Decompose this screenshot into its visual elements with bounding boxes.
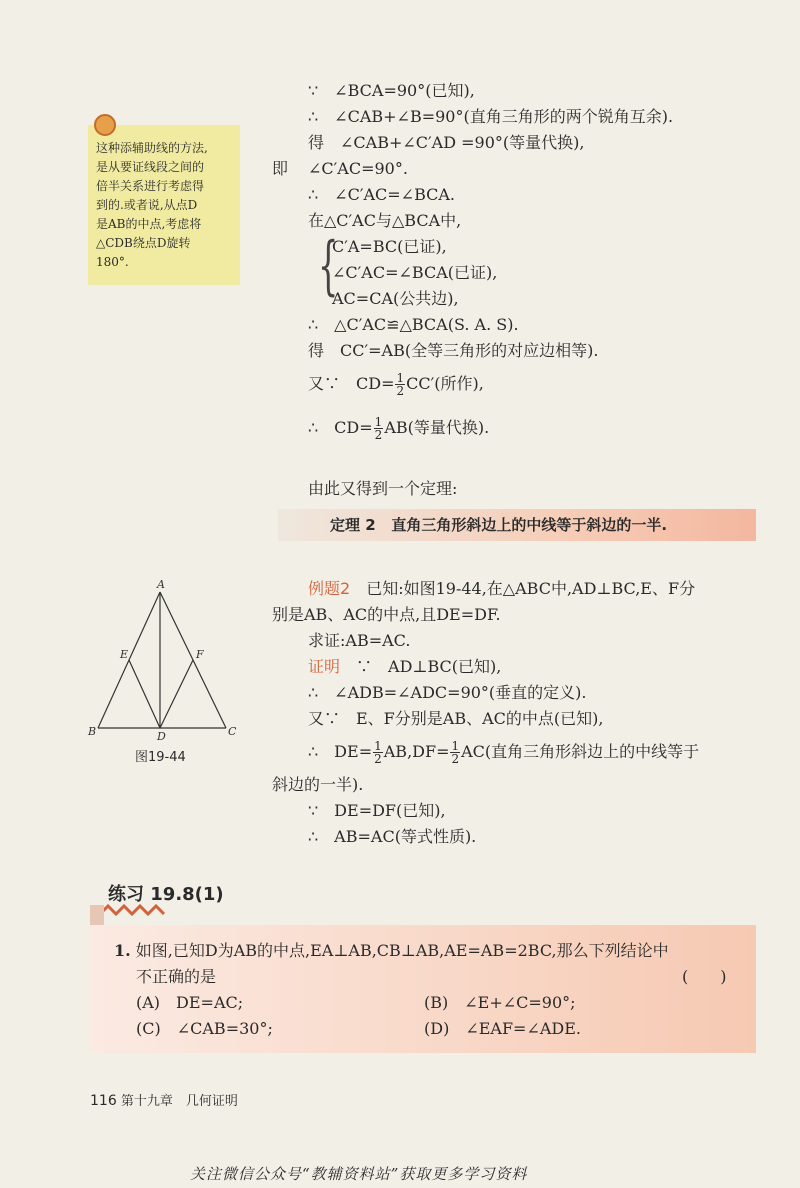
example-line: ∴ DE= $\frac{1}{2}$ AB,DF= $\frac{1}{2}$ AC(直角三角形斜边上的中线等于 <box>308 739 700 766</box>
question-1: 1. 如图,已知D为AB的中点,EA⊥AB,CB⊥AB,AE=AB=2BC,那么下列结论中 <box>114 941 669 960</box>
vertex-label-f: F <box>196 648 204 661</box>
proof-line: 又∵ CD= $\frac{1}{2}$ CC′(所作), <box>308 371 484 398</box>
example-line: 斜边的一半). <box>272 775 364 794</box>
answer-blank: ( ) <box>682 967 727 986</box>
note-bulb-icon <box>94 114 116 136</box>
proof-line: ∴ ∠CAB+∠B=90°(直角三角形的两个锐角互余). <box>308 107 674 126</box>
option-b: (B) ∠E+∠C=90°; <box>424 993 576 1012</box>
option-a: (A) DE=AC; <box>136 993 244 1012</box>
theorem-text: 直角三角形斜边上的中线等于斜边的一半. <box>391 516 668 534</box>
segment-df <box>160 660 193 728</box>
proof-line: AC=CA(公共边), <box>332 289 459 308</box>
proof-line: 得 ∠CAB+∠C′AD =90°(等量代换), <box>308 133 585 152</box>
proof-line: C′A=BC(已证), <box>332 237 447 256</box>
example-line: 又∵ E、F分别是AB、AC的中点(已知), <box>308 709 604 728</box>
page-footer <box>90 1090 238 1109</box>
example-line: 求证:AB=AC. <box>308 631 411 650</box>
proof-line: ∴ CD= $\frac{1}{2}$ AB(等量代换). <box>308 415 490 442</box>
vertex-label-c: C <box>228 725 237 738</box>
watermark: 关注微信公众号“教辅资料站”获取更多学习资料 <box>190 1165 528 1183</box>
chapter-title: 第十九章 几何证明 <box>120 1094 238 1109</box>
proof-line-prefix: 即 <box>272 159 289 178</box>
intro-text: 由此又得到一个定理: <box>308 479 458 498</box>
example-line: 别是AB、AC的中点,且DE=DF. <box>272 605 501 624</box>
fraction: $\frac{1}{2}$ <box>374 739 382 766</box>
vertex-label-b: B <box>88 725 97 738</box>
figure-19-44 <box>80 578 250 744</box>
margin-note: 这种添辅助线的方法, 是从要证线段之间的 倍半关系进行考虑得 到的.或者说,从点D 是AB的中点,考虑将 △CDB绕点D旋转 180°. <box>88 125 240 285</box>
example-line: ∴ AB=AC(等式性质). <box>308 827 477 846</box>
question-text: 不正确的是 <box>136 967 217 986</box>
vertex-label-a: A <box>157 578 165 591</box>
proof-line: ∴ △C′AC≌△BCA(S. A. S). <box>308 315 519 334</box>
segment-de <box>129 660 160 728</box>
proof-line: ∵ ∠BCA=90°(已知), <box>308 81 475 100</box>
fraction: $\frac{1}{2}$ <box>374 415 383 442</box>
example-label: 例题2 <box>308 579 351 598</box>
proof-line: ∠C′AC=∠BCA(已证), <box>332 263 498 282</box>
fraction: $\frac{1}{2}$ <box>451 739 460 766</box>
theorem-label: 定理 2 <box>330 516 376 534</box>
option-d: (D) ∠EAF=∠ADE. <box>424 1019 582 1038</box>
example-line: ∴ ∠ADB=∠ADC=90°(垂直的定义). <box>308 683 587 702</box>
proof-line: ∴ ∠C′AC=∠BCA. <box>308 185 456 204</box>
vertex-label-e: E <box>120 648 129 661</box>
proof-line: 得 CC′=AB(全等三角形的对应边相等). <box>308 341 599 360</box>
brace-symbol: { <box>318 229 339 303</box>
example-line: 证明 ∵ AD⊥BC(已知), <box>308 657 502 676</box>
example-line: ∵ DE=DF(已知), <box>308 801 446 820</box>
fraction: $\frac{1}{2}$ <box>396 371 405 398</box>
proof-label: 证明 <box>308 657 341 676</box>
option-c: (C) ∠CAB=30°; <box>136 1019 273 1038</box>
proof-line: 在△C′AC与△BCA中, <box>308 211 462 230</box>
page-number: 116 <box>90 1093 117 1109</box>
figure-caption: 图19-44 <box>135 750 186 765</box>
proof-line: ∠C′AC=90°. <box>308 159 408 178</box>
exercise-title: 练习 19.8(1) <box>108 884 224 905</box>
zigzag-decoration-icon <box>98 902 170 918</box>
theorem-2 <box>330 514 667 535</box>
vertex-label-d: D <box>157 730 166 743</box>
example-line: 例题2 已知:如图19-44,在△ABC中,AD⊥BC,E、F分 <box>308 579 696 598</box>
